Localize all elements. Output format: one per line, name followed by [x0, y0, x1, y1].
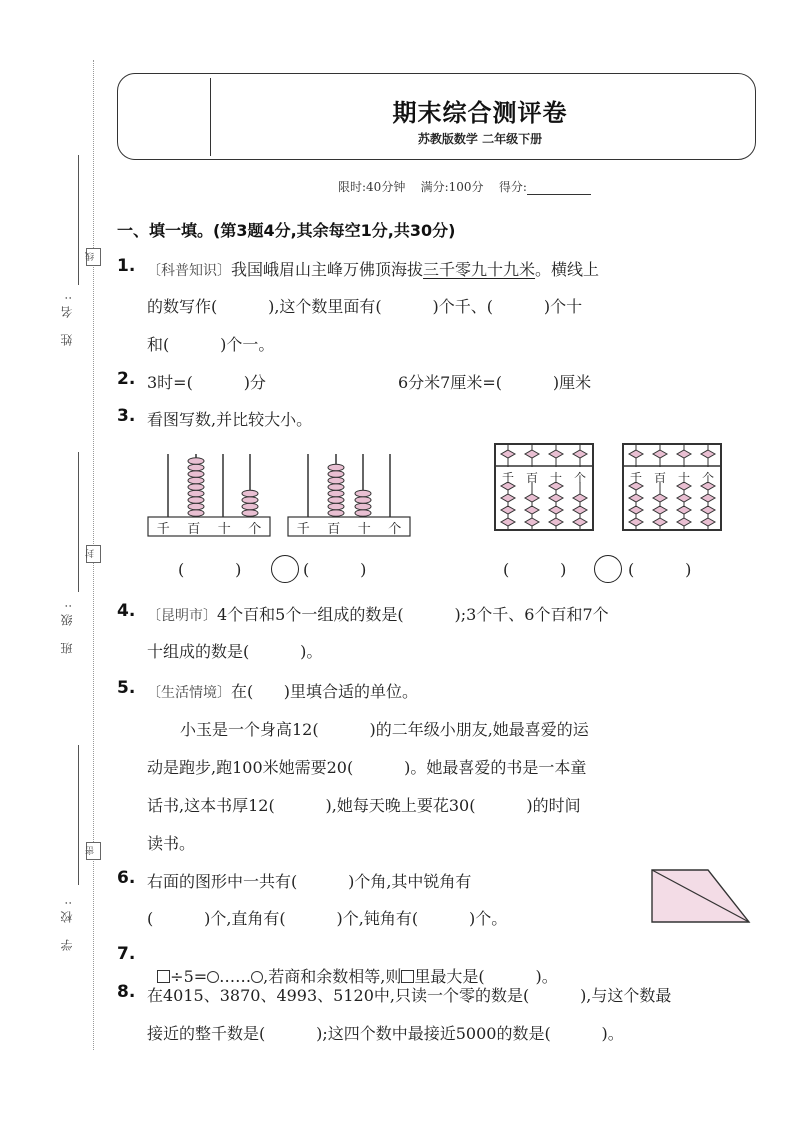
frame2-place-labels: 千 百 十 个 [296, 522, 402, 537]
q3-left-blank-a[interactable]: ( ) [178, 560, 242, 579]
q3-left-blank-b[interactable]: ( ) [303, 560, 367, 579]
q1-tag: 〔科普知识〕 [147, 263, 231, 279]
q3-right-blank-a[interactable]: ( ) [503, 560, 567, 579]
q5-line-2: 动是跑步,跑100米她需要20( )。她最喜爱的书是一本童 [147, 758, 587, 777]
class-label: 班 级: [60, 598, 74, 654]
q1-line-2: 的数写作( ),这个数里面有( )个千、( )个十 [147, 297, 583, 316]
q3-right-blank-b[interactable]: ( ) [628, 560, 692, 579]
abacus1-place-labels: 千 百 十 个 [501, 471, 586, 485]
abacus2-place-labels: 千 百 十 个 [629, 471, 714, 485]
school-label: 学 校: [60, 895, 74, 951]
score-label: 得分: [498, 180, 527, 194]
q6-number: 6. [117, 868, 136, 888]
name-label: 姓 名: [60, 290, 74, 346]
q5-line-4: 读书。 [147, 834, 196, 853]
q4-tag: 〔昆明市〕 [147, 608, 217, 624]
page-subtitle: 苏教版数学 二年级下册 [417, 132, 543, 146]
q2-part-b: 6分米7厘米=( )厘米 [398, 373, 592, 392]
header-divider [210, 78, 211, 156]
frame1-place-labels: 千 百 十 个 [156, 522, 262, 537]
q4-number: 4. [117, 601, 136, 621]
q1-line-3: 和( )个一。 [147, 335, 275, 354]
page-title: 期末综合测评卷 [392, 99, 568, 127]
q1-number: 1. [117, 256, 136, 276]
square-symbol-icon [157, 970, 170, 983]
q5-instruction: 〔生活情境〕在( )里填合适的单位。 [147, 682, 419, 701]
abacus-1 [495, 444, 593, 530]
q3-right-compare-circle[interactable] [594, 555, 622, 583]
section-heading: 一、填一填。(第3题4分,其余每空1分,共30分) [117, 221, 456, 240]
q3-number: 3. [117, 406, 136, 426]
q5-number: 5. [117, 678, 136, 698]
q7-line: ÷5= …… ,若商和余数相等,则 里最大是( )。 [147, 945, 558, 987]
abacus-2 [623, 444, 721, 530]
q8-line-2: 接近的整千数是( );这四个数中最接近5000的数是( )。 [147, 1024, 624, 1043]
q7-number: 7. [117, 944, 136, 964]
q5-line-3: 话书,这本书厚12( ),她每天晚上要花30( )的时间 [147, 796, 581, 815]
q6-trapezoid-figure [648, 866, 754, 926]
q4-line-1: 〔昆明市〕4个百和5个一组成的数是( );3个千、6个百和7个 [147, 605, 609, 624]
time-limit: 限时:40分钟 [338, 180, 406, 194]
q3-text: 看图写数,并比较大小。 [147, 410, 313, 429]
exam-meta [338, 178, 591, 195]
q8-line-1: 在4015、3870、4993、5120中,只读一个零的数是( ),与这个数最 [147, 986, 672, 1005]
q5-line-1: 小玉是一个身高12( )的二年级小朋友,她最喜爱的运 [180, 720, 589, 739]
q1-underlined: 三千零九十九米 [423, 260, 536, 279]
binding-mark-line: 线 [86, 248, 101, 266]
binding-mark-dense: 密 [86, 842, 101, 860]
square-symbol-icon-2 [401, 970, 414, 983]
q3-left-compare-circle[interactable] [271, 555, 299, 583]
name-blank-line [78, 155, 79, 285]
full-score: 满分:100分 [420, 180, 484, 194]
score-blank[interactable] [527, 182, 591, 195]
q8-number: 8. [117, 982, 136, 1002]
q2-part-a: 3时=( )分 [147, 373, 266, 392]
class-blank-line [78, 452, 79, 592]
q5-tag: 〔生活情境〕 [147, 685, 231, 701]
q2-number: 2. [117, 369, 136, 389]
binding-mark-seal: 封 [86, 545, 101, 563]
school-blank-line [78, 745, 79, 885]
q6-line-2: ( )个,直角有( )个,钝角有( )个。 [147, 909, 508, 928]
circle-symbol-icon-2 [251, 971, 263, 983]
circle-symbol-icon [207, 971, 219, 983]
q1-line-1: 〔科普知识〕我国峨眉山主峰万佛顶海拔三千零九十九米。横线上 [147, 260, 600, 279]
q4-line-2: 十组成的数是( )。 [147, 642, 323, 661]
q6-line-1: 右面的图形中一共有( )个角,其中锐角有 [147, 872, 472, 891]
